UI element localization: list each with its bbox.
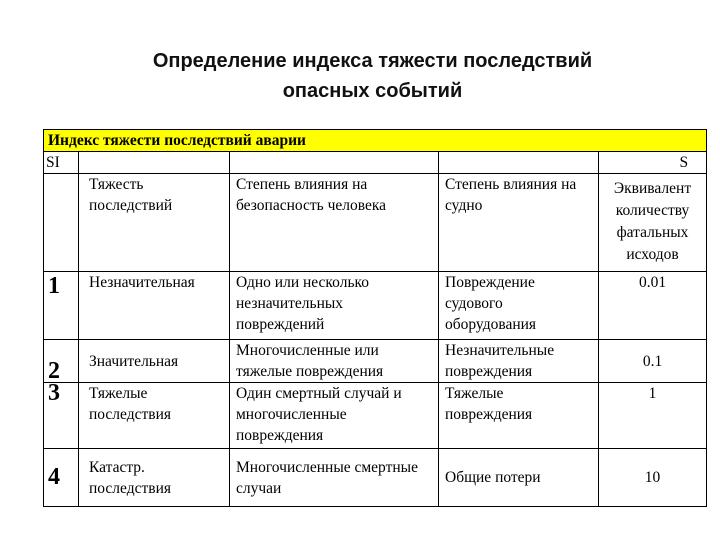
header-ship: Степень влияния на судно	[439, 174, 599, 272]
header-human: Степень влияния на безопасность человека	[230, 174, 439, 272]
s-value: 10	[599, 449, 707, 507]
human-cell: Одно или несколько незначительных повреждений	[230, 272, 439, 340]
severity-index-table	[43, 129, 707, 507]
si-value: 1	[44, 272, 79, 340]
si-value: 2	[44, 340, 79, 383]
severity-cell: Тяжелые последствия	[79, 383, 230, 449]
table-caption: Индекс тяжести последствий аварии	[44, 130, 707, 152]
table-row	[44, 272, 707, 340]
ship-cell: Незначительные повреждения	[439, 340, 599, 383]
s-label: S	[599, 152, 707, 174]
severity-cell: Катастр. последствия	[79, 449, 230, 507]
ship-cell: Тяжелые повреждения	[439, 383, 599, 449]
title-line-2: опасных событий	[282, 80, 463, 102]
severity-cell: Незначительная	[79, 272, 230, 340]
table-row	[44, 383, 707, 449]
si-s-row	[44, 152, 707, 174]
table-row	[44, 340, 707, 383]
header-row	[44, 174, 707, 272]
ship-cell: Повреждение судового оборудования	[439, 272, 599, 340]
ship-cell: Общие потери	[439, 449, 599, 507]
human-cell: Один смертный случай и многочисленные повреждения	[230, 383, 439, 449]
table-row	[44, 449, 707, 507]
table-caption-row	[44, 130, 707, 152]
header-severity: Тяжесть последствий	[79, 174, 230, 272]
s-value: 0.01	[599, 272, 707, 340]
header-equivalent: Эквивалент количеству фатальных исходов	[599, 174, 707, 272]
human-cell: Многочисленные смертные случаи	[230, 449, 439, 507]
si-label: SI	[44, 152, 79, 174]
si-value: 3	[44, 383, 79, 449]
s-value: 1	[599, 383, 707, 449]
page-title	[0, 46, 720, 106]
title-line-1: Определение индекса тяжести последствий	[152, 50, 593, 72]
severity-cell: Значительная	[79, 340, 230, 383]
human-cell: Многочисленные или тяжелые повреждения	[230, 340, 439, 383]
si-value: 4	[44, 449, 79, 507]
s-value: 0.1	[599, 340, 707, 383]
